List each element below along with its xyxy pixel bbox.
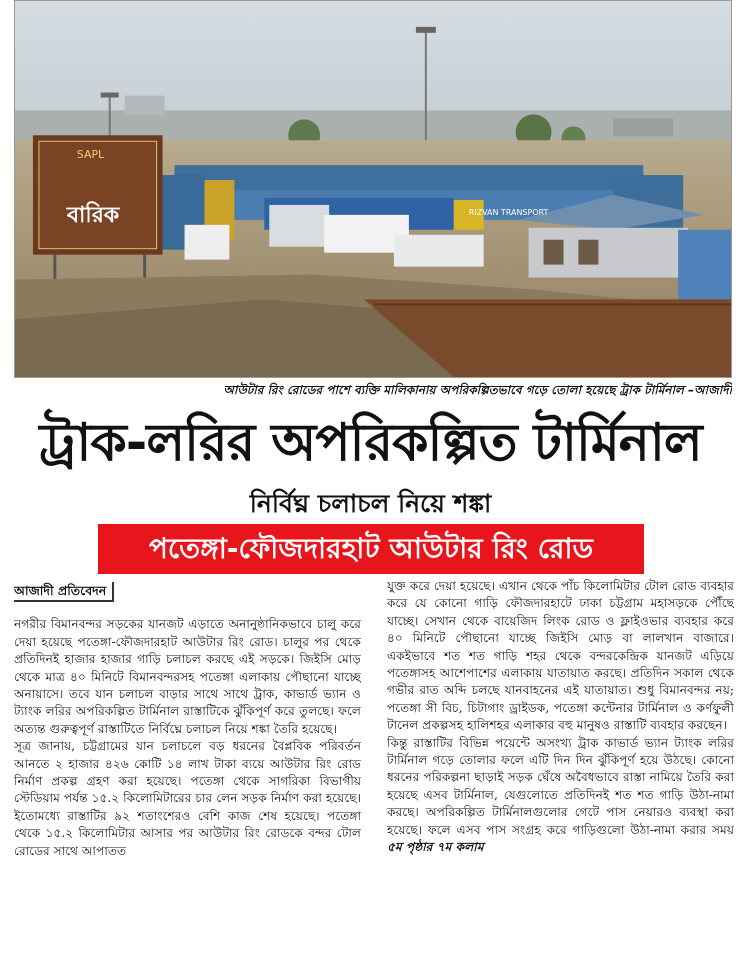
paragraph bbox=[387, 735, 734, 857]
article-column-left bbox=[14, 582, 361, 960]
news-photo bbox=[14, 0, 732, 378]
paragraph: যুক্ত করে দেয়া হয়েছে। এখান থেকে পাঁচ কিলোমিটার টোল রোড ব্যবহার করে যে কোনো গাড়ি ফৌজদারহাটে ঢাকা চট্টগ্রাম মহাসড়কে পৌঁছে যাচ্ছে। সেখান থেকে বায়েজিদ লিংক রোড ও ফ্লাইওভার ব্যবহার করে ৪০ মিনিটে পৌছানো যাচ্ছে জিইসি মোড় বা লালখান বাজারে। একইভাবে শত শত গাড়ি শহর থেকে বন্দরকেন্দ্রিক যানজট এড়িয়ে পতেঙ্গাসহ আশেপাশের এলাকায় যাতায়াত করছে। প্রতিদিন সকাল থেকে গভীর রাত অব্দি চলছে যানবাহনের এই যাতায়াত। শুধু বিমানবন্দর নয়; পতেঙ্গা সী বিচ, চিটাগাং ড্রাইডক, পতেঙ্গা কন্টেনার টার্মিনাল ও কর্ণফুলী টানেল প্রকল্পসহ হালিশহর এলাকার বহু মানুষও রাস্তাটি ব্যবহার করছেন। bbox=[387, 579, 734, 733]
sign-top-text: SAPL bbox=[76, 148, 105, 162]
paragraph: সূত্র জানায়, চট্টগ্রামের যান চলাচলে বড় ধরনের বৈপ্লবিক পরিবর্তন আনতে ২ হাজার ৪২৬ কোটি ১৪ লাখ টাকা ব্যয়ে আউটার রিং রোড নির্মাণ প্রকল্প গ্রহণ করা হয়েছে। পতেঙ্গা থেকে সাগরিকা বিভাগীয় স্টেডিয়াম পর্যন্ত ১৫.২ কিলোমিটারের চার লেন সড়ক নির্মাণ করা হয়েছে। ইতোমধ্যে রাস্তাটির ৯২ শতাংশেরও বেশি কাজ শেষ হয়েছে। পতেঙ্গা থেকে ১৫.২ কিলোমিটার আসার পর আউটার রিং রোডকে বন্দর টোল রোডের সাথে আপাতত bbox=[14, 739, 361, 858]
article-column-right bbox=[387, 578, 734, 956]
continued-link[interactable]: ৫ম পৃষ্ঠার ৭ম কলাম bbox=[387, 840, 484, 855]
truck-label: RIZVAN TRANSPORT bbox=[468, 207, 549, 217]
byline: আজাদী প্রতিবেদন bbox=[14, 582, 114, 602]
location-banner: পতেঙ্গা-ফৌজদারহাট আউটার রিং রোড bbox=[98, 524, 644, 574]
truck-terminal-photo bbox=[15, 1, 731, 377]
subheadline: নির্বিঘ্ন চলাচল নিয়ে শঙ্কা bbox=[249, 489, 492, 518]
paragraph-text: কিন্তু রাস্তাটির বিভিন্ন পয়েন্টে অসংখ্য ট্রাক কাভার্ড ভ্যান ট্যাংক লরির টার্মিনাল গড়ে তোলার ফলে এটি দিন দিন ঝুঁকিপূর্ণ হয়ে উঠছে। কোনো ধরনের পরিকল্পনা ছাড়াই সড়ক ঘেঁষে অবৈধভাবে রাস্তা নামিয়ে তৈরি করা হয়েছে এসব টার্মিনাল, যেগুলোতে প্রতিদিনই শত শত গাড়ি উঠা-নামা করছে। অপরিকল্পিত টার্মিনালগুলোর গেটে পাস নেয়ারও ব্যবস্থা করা হয়েছে। ফলে এসব পাস সংগ্রহ করে গাড়িগুলো উঠা-নামা করার সময় bbox=[387, 735, 734, 837]
headline: ট্রাক-লরির অপরিকল্পিত টার্মিনাল bbox=[39, 413, 702, 473]
sign-text: বারিক bbox=[66, 202, 120, 228]
paragraph: নগরীর বিমানবন্দর সড়কের যানজট এড়াতে অনানুষ্ঠানিকভাবে চালু করে দেয়া হয়েছে পতেঙ্গা-ফৌজদারহাট আউটার রিং রোড। চালুর পর থেকে প্রতিদিনই হাজার হাজার গাড়ি চলাচল করছে এই সড়কে। জিইসি মোড় থেকে মাত্র ৪০ মিনিটে বিমানবন্দরসহ পতেঙ্গা এলাকায় পৌছানো যাচ্ছে অনায়াসে। তবে যান চলাচল বাড়ার সাথে সাথে ট্রাক, কাভার্ড ভ্যান ও ট্যাংক লরির অপরিকল্পিত টার্মিনাল রাস্তাটিকে ঝুঁকিপূর্ণ করে তুলছে। ফলে অত্যন্ত গুরুত্বপূর্ণ রাস্তাটিতে নির্বিঘ্নে চলাচল নিয়ে শঙ্কা তৈরি হয়েছে। bbox=[14, 617, 361, 736]
photo-caption: আউটার রিং রোডের পাশে ব্যক্তি মালিকানায় অপরিকল্পিতভাবে গড়ে তোলা হয়েছে ট্রাক টার্মিনাল –আজাদী bbox=[223, 383, 732, 397]
